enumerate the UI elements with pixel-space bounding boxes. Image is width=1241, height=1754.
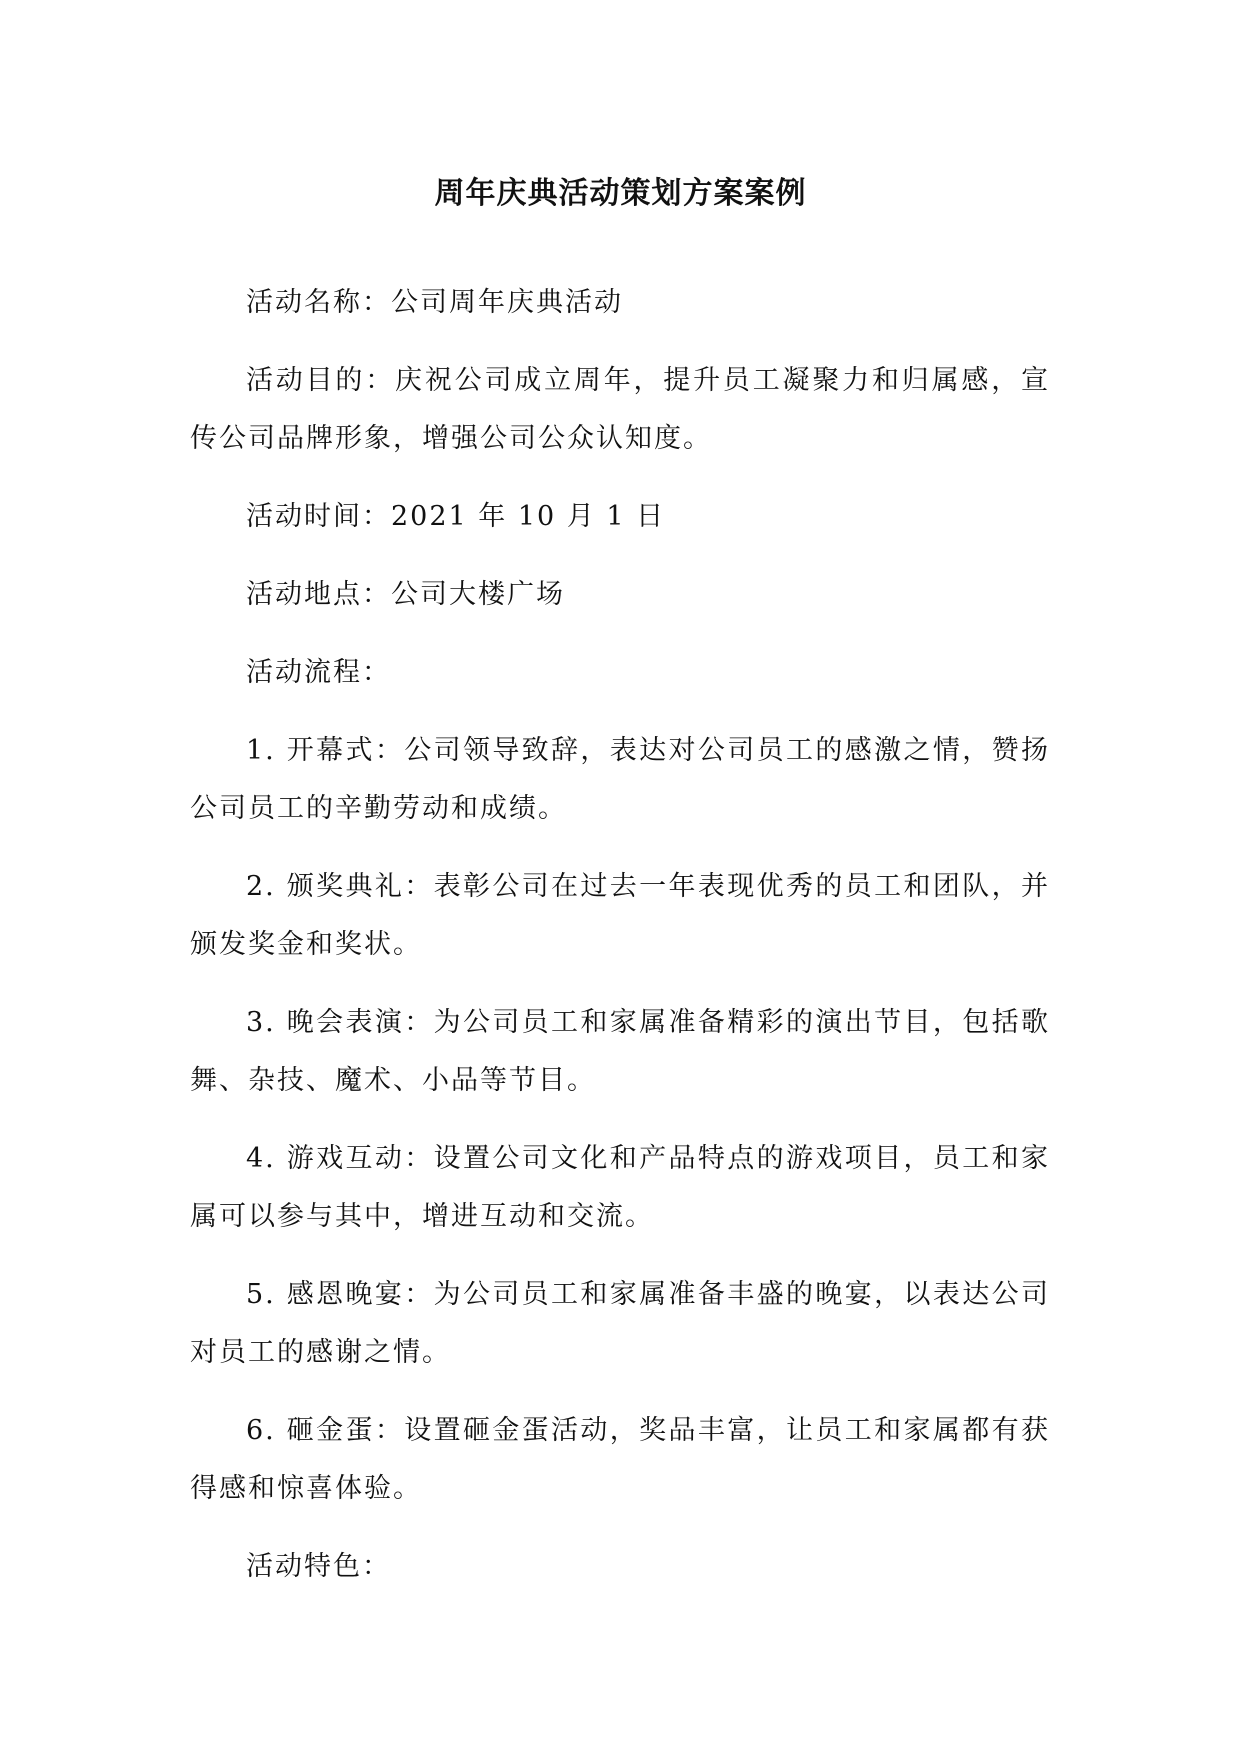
- list-item-opening-ceremony: 1. 开幕式：公司领导致辞，表达对公司员工的感激之情，赞扬公司员工的辛勤劳动和成绩。: [190, 735, 1050, 824]
- list-item-game-interaction: 4. 游戏互动：设置公司文化和产品特点的游戏项目，员工和家属可以参与其中，增进互动和交流。: [190, 1143, 1050, 1232]
- document-title: 周年庆典活动策划方案案例: [434, 176, 807, 211]
- list-item-golden-egg: 6. 砸金蛋：设置砸金蛋活动，奖品丰富，让员工和家属都有获得感和惊喜体验。: [190, 1415, 1050, 1504]
- document-body: [190, 274, 1050, 1616]
- paragraph-activity-name: 活动名称：公司周年庆典活动: [246, 287, 623, 318]
- paragraph-activity-features-heading: 活动特色：: [246, 1551, 391, 1582]
- paragraph-activity-process-heading: 活动流程：: [246, 657, 391, 688]
- list-item-evening-performance: 3. 晚会表演：为公司员工和家属准备精彩的演出节目，包括歌舞、杂技、魔术、小品等节目。: [190, 1007, 1050, 1096]
- list-item-thanksgiving-banquet: 5. 感恩晚宴：为公司员工和家属准备丰盛的晚宴，以表达公司对员工的感谢之情。: [190, 1279, 1050, 1368]
- paragraph-activity-time: 活动时间：2021 年 10 月 1 日: [246, 501, 666, 532]
- list-item-award-ceremony: 2. 颁奖典礼：表彰公司在过去一年表现优秀的员工和团队，并颁发奖金和奖状。: [190, 871, 1050, 960]
- paragraph-activity-location: 活动地点：公司大楼广场: [246, 579, 565, 610]
- paragraph-activity-purpose: 活动目的：庆祝公司成立周年，提升员工凝聚力和归属感，宣传公司品牌形象，增强公司公众认知度。: [190, 365, 1050, 454]
